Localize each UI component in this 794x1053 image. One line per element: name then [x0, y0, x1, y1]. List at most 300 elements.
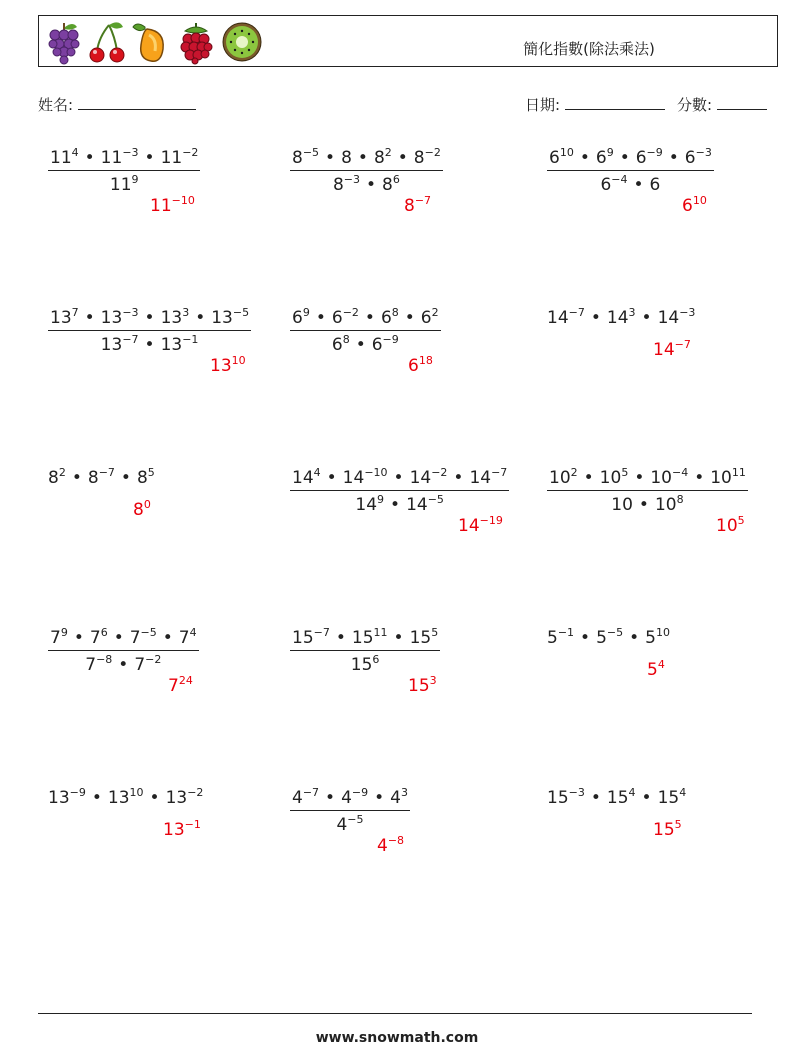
power-term: [341, 788, 368, 808]
base: 6: [595, 148, 607, 168]
exponent: 8: [342, 333, 350, 346]
answer-10: [168, 676, 193, 696]
base: 11: [100, 148, 123, 168]
power-term: [596, 148, 614, 168]
power-term: [355, 495, 384, 515]
power-term: [48, 468, 66, 488]
base: 5: [596, 628, 607, 648]
exponent: 9: [60, 626, 68, 639]
grapes-icon: [43, 19, 85, 65]
power-term: [336, 815, 363, 835]
numerator: [48, 628, 199, 650]
multiply-dot: •: [641, 788, 652, 808]
base: 15: [292, 628, 314, 648]
multiply-dot: •: [364, 308, 375, 328]
multiply-dot: •: [583, 468, 594, 488]
base: 15: [657, 788, 680, 808]
power-term: [596, 628, 623, 648]
numerator: [290, 468, 509, 490]
exponent: −7: [313, 626, 330, 639]
exponent: −4: [611, 173, 628, 186]
base: 13: [211, 308, 233, 328]
power-term: [547, 788, 585, 808]
answer-15: [653, 820, 682, 840]
base: 10: [549, 468, 571, 488]
base: 6: [371, 335, 383, 355]
multiply-dot: •: [149, 788, 160, 808]
power-term: [332, 335, 350, 355]
answer-base: 6: [682, 196, 693, 216]
multiply-dot: •: [84, 308, 95, 328]
power-term: [341, 148, 352, 168]
power-term: [292, 788, 319, 808]
raspberry-icon: [175, 19, 217, 65]
exponent: −5: [347, 813, 364, 826]
multiply-dot: •: [120, 468, 131, 488]
power-term: [85, 655, 112, 675]
answer-base: 14: [458, 516, 480, 536]
base: 13: [160, 335, 183, 355]
multiply-dot: •: [71, 468, 82, 488]
exponent: 11: [731, 466, 746, 479]
multiply-dot: •: [162, 628, 173, 648]
problem-12: [547, 628, 670, 648]
exponent: 4: [189, 626, 197, 639]
denominator: [290, 490, 509, 515]
power-term: [101, 335, 139, 355]
answer-5: [408, 356, 433, 376]
base: 8: [48, 468, 59, 488]
base: 10: [710, 468, 732, 488]
power-term: [650, 468, 688, 488]
exponent: −3: [679, 306, 696, 319]
answer-exponent: 18: [418, 354, 433, 367]
power-term: [88, 468, 115, 488]
denominator: [290, 650, 440, 675]
base: 7: [129, 628, 141, 648]
answer-7: [133, 500, 151, 520]
base: 8: [332, 175, 344, 195]
power-term: [134, 655, 161, 675]
power-term: [410, 468, 448, 488]
base: 6: [649, 175, 661, 195]
power-term: [421, 308, 439, 328]
base: 13: [48, 788, 70, 808]
exponent: 10: [559, 146, 574, 159]
exponent: 2: [431, 306, 439, 319]
power-term: [611, 495, 633, 515]
base: 8: [136, 468, 148, 488]
power-term: [658, 308, 696, 328]
answer-8: [458, 516, 503, 536]
answer-3: [682, 196, 707, 216]
base: 6: [549, 148, 560, 168]
power-term: [406, 495, 444, 515]
exponent: −5: [232, 306, 250, 319]
exponent: −8: [96, 653, 113, 666]
answer-base: 15: [408, 676, 430, 696]
base: 14: [409, 468, 432, 488]
multiply-dot: •: [633, 175, 644, 195]
problem-7: [48, 468, 155, 488]
exponent: −9: [351, 786, 369, 799]
multiply-dot: •: [393, 468, 404, 488]
base: 6: [380, 308, 392, 328]
score-field: [677, 94, 767, 115]
power-term: [410, 628, 439, 648]
base: 13: [107, 788, 130, 808]
power-term: [130, 628, 157, 648]
base: 6: [600, 175, 612, 195]
base: 6: [331, 308, 343, 328]
fraction: [290, 308, 441, 355]
problem-11: [290, 628, 440, 675]
fraction: [290, 468, 509, 515]
base: 4: [341, 788, 352, 808]
power-term: [352, 628, 388, 648]
base: 5: [547, 628, 558, 648]
multiply-dot: •: [335, 628, 346, 648]
cherries-icon: [85, 19, 127, 65]
base: 14: [342, 468, 365, 488]
answer-base: 10: [716, 516, 738, 536]
numerator: [547, 148, 714, 170]
numerator: [547, 468, 748, 490]
power-term: [390, 788, 408, 808]
multiply-dot: •: [634, 468, 645, 488]
numerator: [290, 148, 443, 170]
base: 13: [100, 335, 123, 355]
multiply-dot: •: [619, 148, 630, 168]
multiply-dot: •: [404, 308, 415, 328]
multiply-dot: •: [393, 628, 404, 648]
multiply-dot: •: [315, 308, 326, 328]
answer-base: 6: [408, 356, 419, 376]
kiwi-icon: [221, 19, 263, 65]
exponent: −2: [431, 466, 448, 479]
power-term: [414, 148, 441, 168]
exponent: 4: [71, 146, 79, 159]
denominator: [290, 810, 410, 835]
power-term: [636, 148, 663, 168]
power-term: [645, 628, 670, 648]
exponent: 6: [372, 653, 380, 666]
exponent: 9: [302, 306, 310, 319]
power-term: [161, 335, 199, 355]
answer-exponent: 5: [737, 514, 745, 527]
power-term: [48, 788, 86, 808]
answer-exponent: 0: [143, 498, 151, 511]
answer-exponent: −7: [674, 338, 691, 351]
answer-9: [716, 516, 745, 536]
worksheet-title: 簡化指數(除法乘法): [523, 40, 655, 58]
base: 15: [606, 788, 629, 808]
exponent: −2: [424, 146, 441, 159]
base: 14: [469, 468, 492, 488]
power-term: [292, 308, 310, 328]
exponent: 3: [182, 306, 190, 319]
exponent: −2: [187, 786, 204, 799]
mango-icon: [129, 19, 171, 65]
answer-base: 11: [150, 196, 172, 216]
base: 8: [341, 148, 352, 168]
power-term: [650, 175, 661, 195]
multiply-dot: •: [453, 468, 464, 488]
power-term: [549, 148, 574, 168]
exponent: −4: [671, 466, 689, 479]
base: 13: [165, 788, 188, 808]
power-term: [469, 468, 507, 488]
footer-url: www.snowmath.com: [315, 1030, 479, 1046]
denominator: [48, 650, 199, 675]
score-label: 分數:: [677, 96, 713, 114]
exponent: −7: [491, 466, 508, 479]
problem-4: [48, 308, 251, 355]
denominator: [290, 330, 441, 355]
exponent: −9: [69, 786, 86, 799]
multiply-dot: •: [590, 788, 601, 808]
answer-base: 13: [163, 820, 185, 840]
multiply-dot: •: [579, 148, 590, 168]
power-term: [607, 308, 636, 328]
power-term: [658, 788, 687, 808]
exponent: −2: [182, 146, 199, 159]
exponent: 6: [100, 626, 108, 639]
answer-4: [210, 356, 246, 376]
power-term: [101, 308, 139, 328]
date-label: 日期:: [525, 96, 561, 114]
base: 7: [50, 628, 61, 648]
fraction: [48, 628, 199, 675]
base: 11: [160, 148, 183, 168]
multiply-dot: •: [325, 148, 336, 168]
base: 15: [547, 788, 569, 808]
footer-divider: [38, 1013, 752, 1014]
power-term: [166, 788, 204, 808]
exponent: 10: [655, 626, 670, 639]
date-blank[interactable]: [565, 95, 665, 110]
power-term: [50, 628, 68, 648]
exponent: 8: [676, 493, 684, 506]
problem-13: [48, 788, 203, 808]
exponent: −1: [557, 626, 575, 639]
power-term: [292, 148, 319, 168]
answer-base: 15: [653, 820, 675, 840]
answer-base: 13: [210, 356, 232, 376]
numerator: [48, 148, 200, 170]
answer-14: [377, 836, 404, 856]
multiply-dot: •: [326, 468, 337, 488]
power-term: [137, 468, 155, 488]
problem-14: [290, 788, 410, 835]
multiply-dot: •: [195, 308, 206, 328]
base: 7: [89, 628, 101, 648]
answer-exponent: 3: [429, 674, 437, 687]
date-field: [525, 94, 665, 115]
power-term: [50, 148, 79, 168]
answer-1: [150, 196, 195, 216]
power-term: [655, 495, 684, 515]
problem-2: [290, 148, 443, 195]
base: 13: [50, 308, 72, 328]
base: 11: [109, 175, 132, 195]
power-term: [607, 788, 636, 808]
exponent: −3: [568, 786, 585, 799]
fraction: [547, 148, 714, 195]
multiply-dot: •: [390, 495, 401, 515]
denominator: [48, 330, 251, 355]
problem-3: [547, 148, 714, 195]
power-term: [600, 468, 629, 488]
multiply-dot: •: [580, 628, 591, 648]
exponent: −3: [343, 173, 361, 186]
base: 6: [420, 308, 432, 328]
exponent: −10: [364, 466, 388, 479]
power-term: [351, 655, 380, 675]
multiply-dot: •: [355, 335, 366, 355]
name-field: [38, 94, 196, 115]
multiply-dot: •: [113, 628, 124, 648]
exponent: −5: [606, 626, 624, 639]
numerator: [290, 628, 440, 650]
base: 15: [409, 628, 432, 648]
power-term: [332, 308, 359, 328]
exponent: −3: [695, 146, 712, 159]
base: 6: [331, 335, 343, 355]
base: 6: [684, 148, 696, 168]
power-term: [108, 788, 144, 808]
multiply-dot: •: [325, 788, 336, 808]
exponent: −7: [302, 786, 320, 799]
exponent: −3: [122, 146, 139, 159]
answer-13: [163, 820, 201, 840]
power-term: [292, 468, 321, 488]
exponent: −3: [122, 306, 139, 319]
answer-exponent: 24: [178, 674, 193, 687]
power-term: [333, 175, 360, 195]
score-blank[interactable]: [717, 95, 767, 110]
power-term: [90, 628, 108, 648]
exponent: 11: [373, 626, 388, 639]
multiply-dot: •: [73, 628, 84, 648]
power-term: [382, 175, 400, 195]
answer-exponent: 5: [674, 818, 682, 831]
exponent: 3: [628, 306, 636, 319]
answer-base: 4: [377, 836, 388, 856]
base: 4: [390, 788, 401, 808]
exponent: 4: [679, 786, 687, 799]
base: 10: [599, 468, 622, 488]
multiply-dot: •: [366, 175, 377, 195]
base: 4: [292, 788, 303, 808]
base: 14: [657, 308, 680, 328]
problem-6: [547, 308, 695, 328]
denominator: [48, 170, 200, 195]
multiply-dot: •: [91, 788, 102, 808]
answer-exponent: −7: [414, 194, 432, 207]
problem-8: [290, 468, 509, 515]
exponent: −5: [427, 493, 444, 506]
multiply-dot: •: [374, 788, 385, 808]
answer-12: [647, 660, 665, 680]
answer-base: 7: [168, 676, 179, 696]
power-term: [161, 308, 190, 328]
exponent: −2: [342, 306, 359, 319]
problem-5: [290, 308, 441, 355]
fraction: [48, 308, 251, 355]
denominator: [290, 170, 443, 195]
exponent: 10: [129, 786, 144, 799]
exponent: 2: [58, 466, 66, 479]
multiply-dot: •: [694, 468, 705, 488]
exponent: 9: [606, 146, 614, 159]
fraction: [48, 148, 200, 195]
fraction: [290, 148, 443, 195]
base: 4: [336, 815, 348, 835]
base: 14: [406, 495, 428, 515]
exponent: 9: [377, 493, 385, 506]
exponent: 8: [391, 306, 399, 319]
exponent: 2: [384, 146, 392, 159]
exponent: 5: [431, 626, 439, 639]
exponent: 4: [313, 466, 321, 479]
answer-11: [408, 676, 437, 696]
name-blank[interactable]: [78, 95, 196, 110]
power-term: [50, 308, 79, 328]
base: 6: [292, 308, 303, 328]
power-term: [343, 468, 388, 488]
name-label: 姓名:: [38, 96, 74, 114]
base: 14: [547, 308, 569, 328]
base: 5: [645, 628, 656, 648]
multiply-dot: •: [629, 628, 640, 648]
power-term: [292, 628, 330, 648]
multiply-dot: •: [84, 148, 95, 168]
base: 13: [160, 308, 183, 328]
answer-base: 5: [647, 660, 658, 680]
problem-10: [48, 628, 199, 675]
multiply-dot: •: [590, 308, 601, 328]
exponent: −2: [145, 653, 162, 666]
base: 13: [100, 308, 123, 328]
exponent: 9: [131, 173, 139, 186]
denominator: [547, 490, 748, 515]
exponent: −5: [140, 626, 157, 639]
multiply-dot: •: [144, 335, 155, 355]
multiply-dot: •: [397, 148, 408, 168]
power-term: [549, 468, 578, 488]
power-term: [110, 175, 139, 195]
multiply-dot: •: [144, 308, 155, 328]
exponent: −9: [382, 333, 399, 346]
numerator: [290, 308, 441, 330]
base: 14: [355, 495, 378, 515]
answer-exponent: −8: [387, 834, 405, 847]
fraction: [290, 628, 440, 675]
problem-9: [547, 468, 748, 515]
exponent: −5: [302, 146, 320, 159]
base: 7: [85, 655, 97, 675]
power-term: [547, 308, 585, 328]
exponent: 2: [570, 466, 578, 479]
multiply-dot: •: [144, 148, 155, 168]
exponent: 5: [147, 466, 155, 479]
fraction: [547, 468, 748, 515]
answer-exponent: 10: [231, 354, 246, 367]
answer-base: 8: [133, 500, 144, 520]
base: 8: [382, 175, 393, 195]
fraction: [290, 788, 410, 835]
